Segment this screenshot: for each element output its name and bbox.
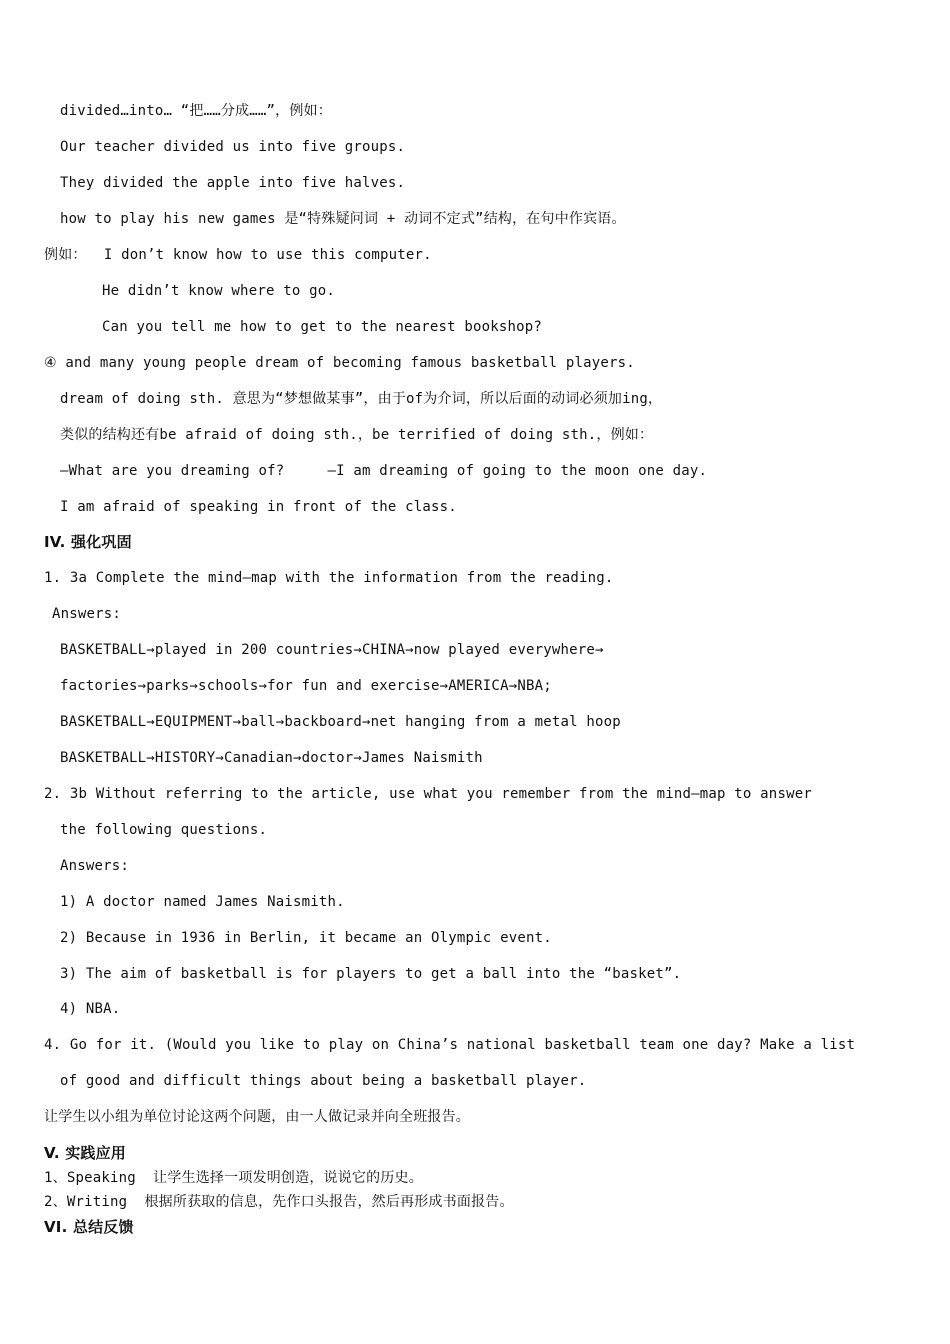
text-line: 2. 3b Without referring to the article, use what you remember from the mind—map to answer	[44, 786, 812, 802]
text-line: dream of doing sth. 意思为“梦想做某事”，由于of为介词，所以后面的动词必须加ing，	[60, 391, 663, 407]
text-line: how to play his new games 是“特殊疑问词 + 动词不定式”结构，在句中作宾语。	[60, 211, 626, 227]
text-line: BASKETBALL→HISTORY→Canadian→doctor→James Naismith	[60, 750, 483, 766]
text-line: 1、Speaking 让学生选择一项发明创造，说说它的历史。	[44, 1170, 423, 1186]
text-line: 2、Writing 根据所获取的信息，先作口头报告，然后再形成书面报告。	[44, 1194, 514, 1210]
text-line: of good and difficult things about being a basketball player.	[60, 1073, 587, 1089]
text-line: I am afraid of speaking in front of the class.	[60, 499, 457, 515]
text-line: 1) A doctor named James Naismith.	[60, 894, 345, 910]
text-line: Can you tell me how to get to the nearest bookshop?	[102, 319, 543, 335]
text-line: Answers:	[52, 606, 122, 622]
text-line: He didn’t know where to go.	[102, 283, 335, 299]
text-line: BASKETBALL→EQUIPMENT→ball→backboard→net hanging from a metal hoop	[60, 714, 621, 730]
text-line: divided…into… “把……分成……”，例如：	[60, 103, 332, 119]
text-line: Answers:	[60, 858, 130, 874]
text-line: 例如： I don’t know how to use this computer.	[44, 247, 432, 263]
text-line: Our teacher divided us into five groups.	[60, 139, 406, 155]
text-line: 2) Because in 1936 in Berlin, it became an Olympic event.	[60, 930, 552, 946]
section-heading: V. 实践应用	[44, 1144, 126, 1162]
text-line: They divided the apple into five halves.	[60, 175, 406, 191]
text-line: 4) NBA.	[60, 1001, 121, 1017]
section-heading: VI. 总结反馈	[44, 1218, 134, 1236]
text-line: 类似的结构还有be afraid of doing sth.，be terrified of doing sth.，例如：	[60, 427, 654, 443]
text-line: 1. 3a Complete the mind—map with the information from the reading.	[44, 570, 614, 586]
text-line: the following questions.	[60, 822, 268, 838]
text-line: ④ and many young people dream of becoming famous basketball players.	[44, 355, 635, 371]
text-line: 4. Go for it. (Would you like to play on China’s national basketball team one day? Make a list	[44, 1037, 856, 1053]
text-line: 让学生以小组为单位讨论这两个问题，由一人做记录并向全班报告。	[44, 1109, 470, 1125]
text-line: factories→parks→schools→for fun and exercise→AMERICA→NBA;	[60, 678, 552, 694]
text-line: 3) The aim of basketball is for players to get a ball into the “basket”.	[60, 966, 682, 982]
text-line: —What are you dreaming of? —I am dreaming of going to the moon one day.	[60, 463, 708, 479]
section-heading: IV. 强化巩固	[44, 533, 132, 551]
text-line: BASKETBALL→played in 200 countries→CHINA→now played everywhere→	[60, 642, 604, 658]
